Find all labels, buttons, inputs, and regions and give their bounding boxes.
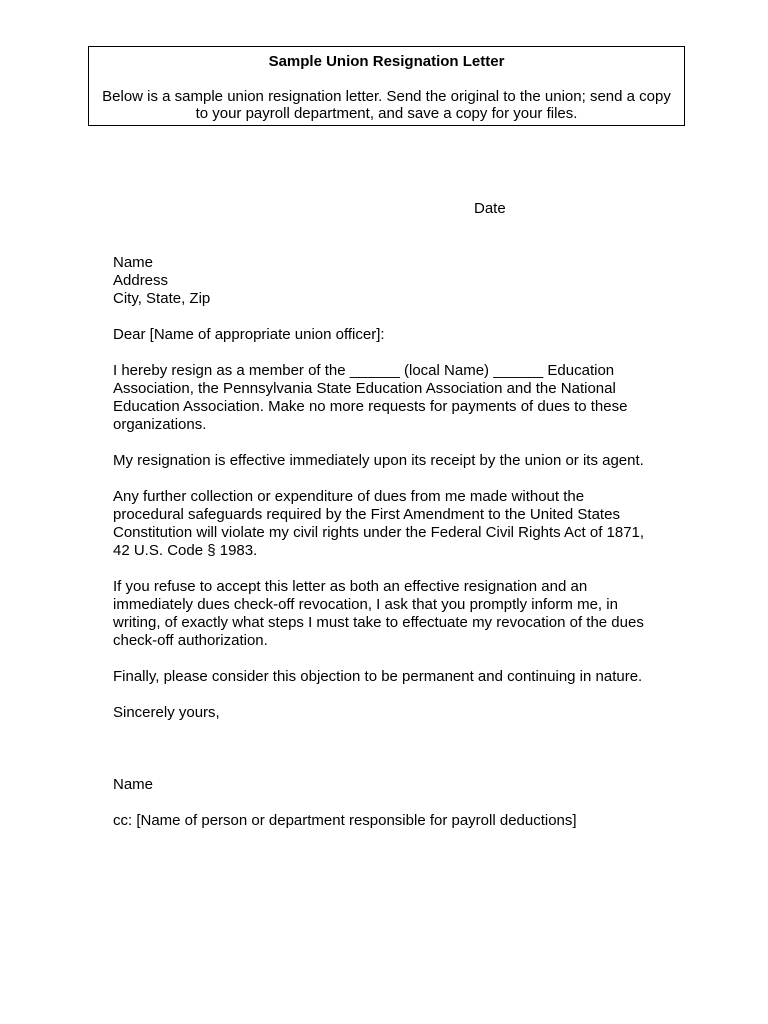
salutation: Dear [Name of appropriate union officer]: [113, 326, 385, 343]
letter-date: Date [474, 200, 506, 217]
cc-line: cc: [Name of person or department responsible for payroll deductions] [113, 812, 577, 829]
address-city-state-zip: City, State, Zip [113, 290, 211, 307]
paragraph-revocation: If you refuse to accept this letter as both an effective resignation and an immediately dues check-off revocation, I ask that you promptly inform me, in writing, of exactly what steps I must take to effectuate my revocation of the dues check-off authorization. [113, 578, 644, 649]
instructions-box [88, 46, 685, 126]
letter-body [113, 254, 658, 848]
instructions-text: Below is a sample union resignation letter. Send the original to the union; send a copy to your payroll department, and save a copy for your files. [102, 88, 671, 122]
paragraph-civil-rights: Any further collection or expenditure of dues from me made without the procedural safeguards required by the First Amendment to the United States Constitution will violate my civil rights under the Federal Civil Rights Act of 1871, 42 U.S. Code § 1983. [113, 488, 645, 559]
address-street: Address [113, 272, 169, 289]
document-title: Sample Union Resignation Letter [268, 53, 505, 70]
paragraph-effective: My resignation is effective immediately upon its receipt by the union or its agent. [113, 452, 644, 469]
recipient-address [113, 254, 658, 308]
closing: Sincerely yours, [113, 704, 220, 721]
paragraph-resignation: I hereby resign as a member of the ______ (local Name) ______ Education Association, the Pennsylvania State Education Association and the National Education Association. Make no more requests for payments of dues to these organizations. [113, 362, 628, 433]
address-name: Name [113, 254, 154, 271]
paragraph-objection: Finally, please consider this objection to be permanent and continuing in nature. [113, 668, 643, 685]
signature-name: Name [113, 776, 154, 793]
